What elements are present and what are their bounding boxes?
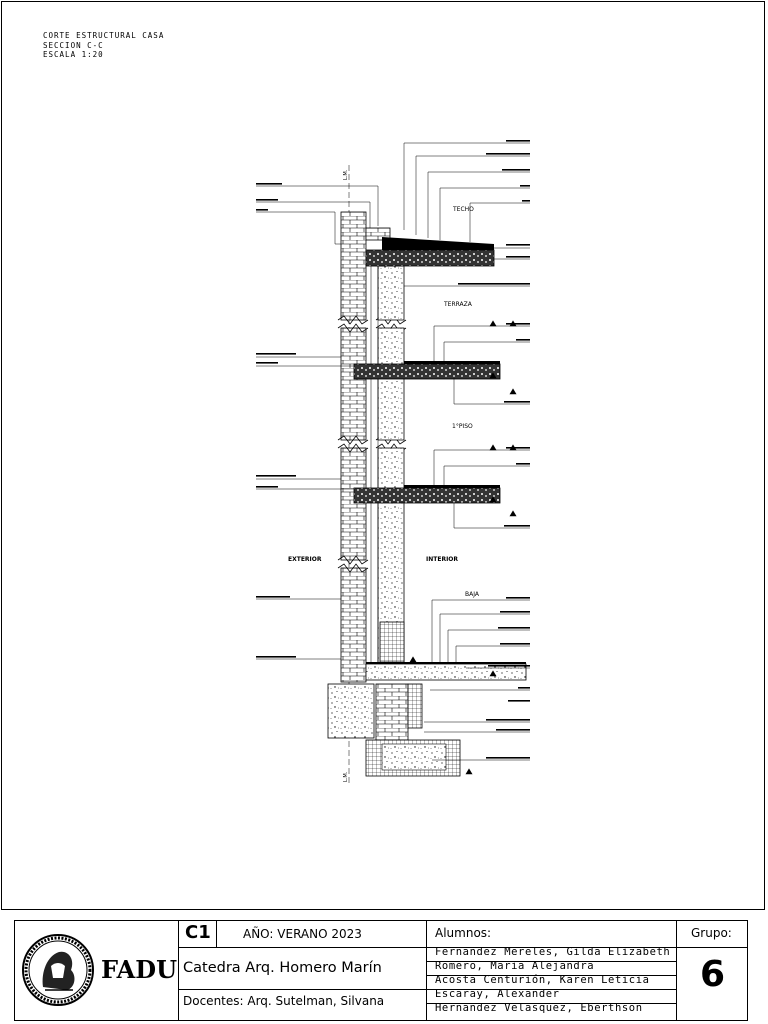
code-cell <box>179 921 217 947</box>
label-terraza: TERRAZA <box>444 301 472 308</box>
alumno-3: Acosta Centurión, Karen Leticia <box>435 974 650 986</box>
foundation-beam <box>328 684 374 738</box>
grupo-number: 6 <box>700 954 726 995</box>
label-exterior: EXTERIOR <box>288 556 322 563</box>
alumnos-label: Alumnos: <box>435 926 492 940</box>
grupo-label: Grupo: <box>691 926 732 940</box>
grupo-divider <box>677 947 747 948</box>
alumno-4: Escaray, Alexander <box>435 988 560 1000</box>
year-cell <box>217 921 427 947</box>
first-floor-slab <box>354 488 500 503</box>
terrace-floor-finish <box>404 361 500 364</box>
catedra-cell <box>179 947 427 1020</box>
university-seal-icon <box>21 932 95 1008</box>
lm-top-label: L.M. <box>343 169 349 180</box>
brick-wall-terrace <box>341 328 366 440</box>
logo-cell <box>15 921 179 1020</box>
title-block <box>14 920 748 1021</box>
label-interior: INTERIOR <box>426 556 459 563</box>
catedra-text: Catedra Arq. Homero Marín <box>183 960 382 976</box>
column-upper <box>378 266 404 320</box>
footing-core <box>382 744 446 770</box>
foundation-insulation <box>408 684 422 728</box>
header-line-1: CORTE ESTRUCTURAL CASA <box>43 31 165 40</box>
hline-top <box>179 947 427 948</box>
brick-wall-first-floor <box>341 448 366 560</box>
alumno-1: Fernandez Mereles, Gilda Elizabeth <box>435 946 671 958</box>
roof-slab <box>366 250 494 266</box>
year-text: AÑO: VERANO 2023 <box>243 927 362 941</box>
sheet-code: C1 <box>185 922 211 943</box>
terrace-slab <box>354 364 500 379</box>
ground-floor-finish <box>366 662 526 664</box>
label-1piso: 1°PISO <box>452 423 473 430</box>
fadu-logo-text: FADU <box>101 955 177 984</box>
label-baja: BAJA <box>465 591 479 598</box>
brick-wall-ground <box>341 568 366 682</box>
alumno-2: Romero, Maria Alejandra <box>435 960 595 972</box>
alumno-5: Hernandez Velasquez, Eberthson <box>435 1002 643 1014</box>
grupo-cell <box>677 921 747 1020</box>
header-line-2: SECCION C-C <box>43 40 104 50</box>
label-techo: TECHO <box>453 206 474 213</box>
ground-column-base <box>380 622 404 662</box>
column-terrace <box>378 328 404 440</box>
foundation-wall <box>376 684 408 740</box>
first-floor-finish <box>404 485 500 488</box>
alumnos-cell <box>427 921 677 1020</box>
air-gap <box>371 266 378 664</box>
lm-bottom-label: L.M. <box>343 771 349 782</box>
brick-wall-upper <box>341 212 366 320</box>
header-line-3: ESCALA 1:20 <box>43 50 104 59</box>
level-markers <box>410 321 516 774</box>
docentes-text: Docentes: Arq. Sutelman, Silvana <box>183 994 385 1008</box>
hline-mid <box>179 989 427 990</box>
roof-membrane <box>382 237 494 250</box>
